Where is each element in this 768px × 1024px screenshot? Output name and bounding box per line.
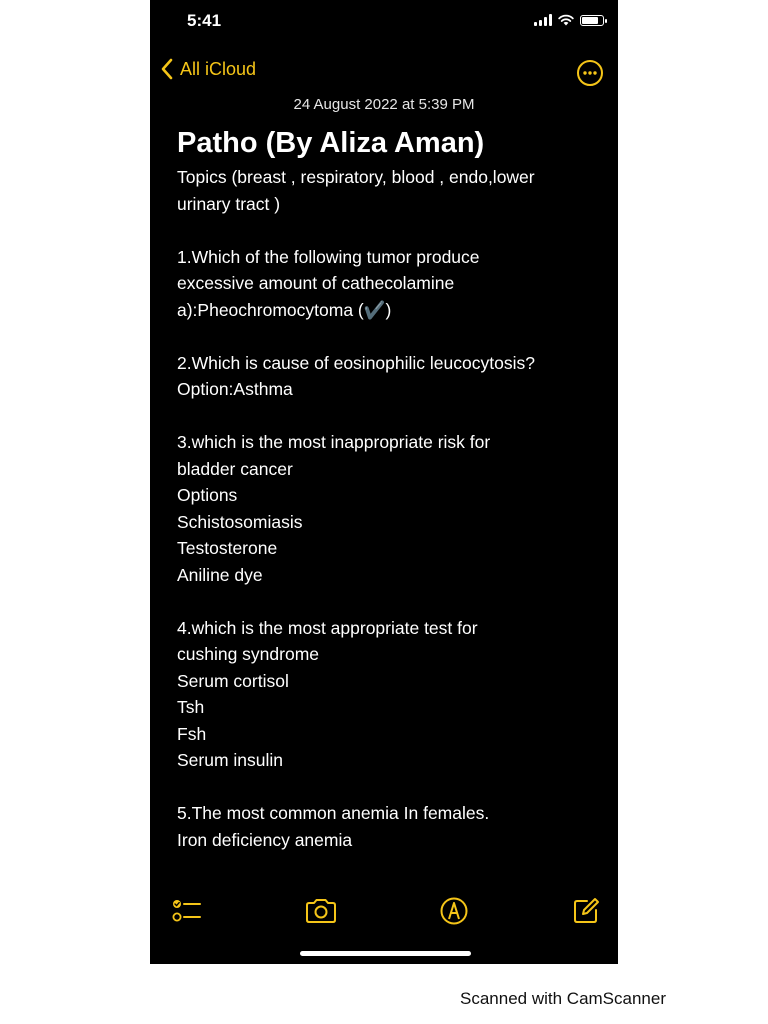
- note-content[interactable]: [177, 122, 597, 853]
- compose-icon: [570, 895, 602, 927]
- status-bar: [150, 0, 618, 44]
- note-line[interactable]: cushing syndrome: [177, 644, 320, 664]
- battery-icon: [580, 15, 604, 26]
- cellular-signal-icon: [534, 14, 552, 26]
- note-line[interactable]: [177, 323, 597, 350]
- compose-button[interactable]: [570, 895, 602, 927]
- note-line[interactable]: Testosterone: [177, 538, 278, 558]
- note-line[interactable]: excessive amount of cathecolamine: [177, 273, 455, 293]
- scanner-watermark: Scanned with CamScanner: [460, 989, 667, 1008]
- checklist-button[interactable]: [170, 895, 202, 927]
- back-button-label: All iCloud: [180, 58, 257, 79]
- note-line[interactable]: [177, 588, 597, 615]
- note-line[interactable]: bladder cancer: [177, 458, 293, 479]
- note-line[interactable]: Aniline dye: [177, 564, 263, 585]
- note-line[interactable]: Iron deficiency anemia: [177, 829, 353, 850]
- chevron-left-icon: [160, 58, 174, 80]
- phone-screen: [150, 0, 618, 964]
- note-line[interactable]: Topics (breast , respiratory, blood , endo,lower: [177, 167, 535, 187]
- note-line[interactable]: 2.Which is cause of eosinophilic leucocytosis?: [177, 352, 535, 373]
- note-line[interactable]: Options: [177, 485, 238, 505]
- home-indicator[interactable]: [300, 951, 471, 956]
- note-line[interactable]: [177, 217, 597, 244]
- more-options-button[interactable]: [576, 59, 600, 83]
- wifi-icon: [558, 14, 574, 26]
- note-line[interactable]: Option:Asthma: [177, 379, 293, 399]
- note-line[interactable]: [177, 403, 597, 430]
- markup-button[interactable]: [438, 895, 470, 927]
- note-line[interactable]: Fsh: [177, 723, 207, 744]
- note-body[interactable]: [177, 164, 597, 853]
- back-button[interactable]: [160, 58, 256, 80]
- note-line[interactable]: Serum cortisol: [177, 670, 289, 691]
- note-line[interactable]: [177, 774, 597, 801]
- bottom-toolbar: [150, 895, 618, 929]
- camera-button[interactable]: [304, 895, 336, 927]
- note-line[interactable]: Tsh: [177, 697, 205, 717]
- note-line[interactable]: urinary tract ): [177, 193, 281, 214]
- status-time: 5:41: [187, 11, 222, 30]
- note-line[interactable]: 5.The most common anemia In females.: [177, 803, 490, 823]
- note-line[interactable]: Schistosomiasis: [177, 511, 303, 532]
- note-date: 24 August 2022 at 5:39 PM: [293, 96, 475, 113]
- ellipsis-circle-icon: [576, 59, 604, 87]
- note-title[interactable]: Patho (By Aliza Aman): [177, 127, 485, 159]
- note-line[interactable]: Serum insulin: [177, 750, 284, 770]
- note-line[interactable]: 4.which is the most appropriate test for: [177, 617, 478, 638]
- note-line[interactable]: 1.Which of the following tumor produce: [177, 246, 480, 267]
- note-line[interactable]: a):Pheochromocytoma (✔️): [177, 299, 392, 320]
- markup-pen-icon: [438, 895, 470, 927]
- note-line[interactable]: 3.which is the most inappropriate risk for: [177, 432, 491, 452]
- camera-icon: [304, 895, 338, 927]
- battery-level: [582, 17, 598, 24]
- status-icons: [534, 14, 604, 26]
- checklist-icon: [170, 895, 202, 927]
